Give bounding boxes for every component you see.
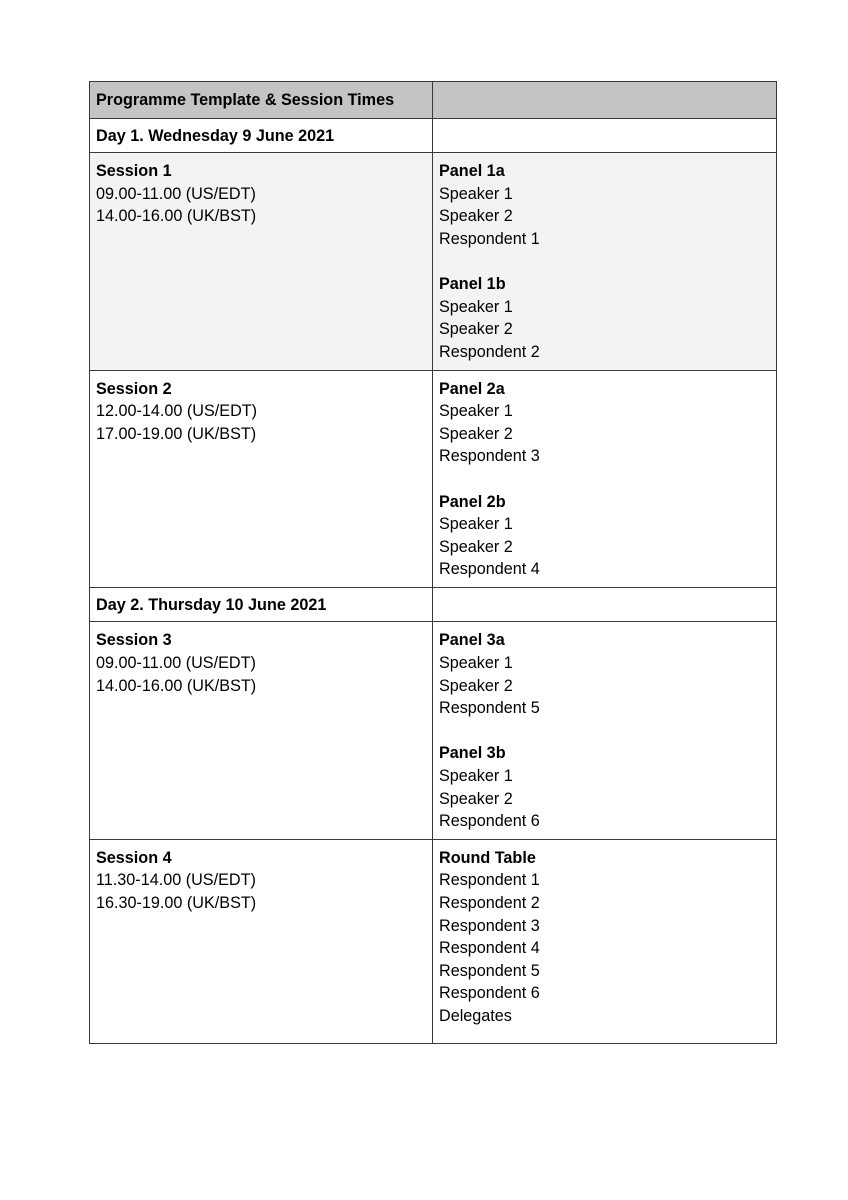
round-table-block <box>439 847 770 1028</box>
panel-member: Speaker 2 <box>439 207 513 226</box>
panel-member: Respondent 2 <box>439 342 540 361</box>
panel-title: Panel 3b <box>439 744 506 763</box>
session-row <box>90 153 777 370</box>
session-time-us: 09.00-11.00 (US/EDT) <box>96 184 256 203</box>
panel-member: Respondent 6 <box>439 812 540 831</box>
session-panels <box>433 622 777 839</box>
panel-member: Speaker 1 <box>439 184 513 203</box>
panel-member: Speaker 1 <box>439 297 513 316</box>
session-info <box>90 153 433 370</box>
session-time-us: 11.30-14.00 (US/EDT) <box>96 871 256 890</box>
panel-member: Speaker 2 <box>439 537 513 556</box>
panel-member: Respondent 4 <box>439 560 540 579</box>
panel-title: Panel 3a <box>439 631 505 650</box>
panel-member: Respondent 2 <box>439 894 540 912</box>
panel-block <box>439 491 770 581</box>
panel-block <box>439 378 770 468</box>
day-label: Day 1. Wednesday 9 June 2021 <box>90 118 433 153</box>
session-panels <box>433 153 777 370</box>
day-row <box>90 587 777 622</box>
day-empty-cell <box>433 118 777 153</box>
panel-member: Speaker 2 <box>439 676 513 695</box>
session-time-uk: 14.00-16.00 (UK/BST) <box>96 207 257 226</box>
session-title: Session 2 <box>96 379 172 398</box>
panel-title: Panel 1a <box>439 162 505 181</box>
session-title: Session 4 <box>96 848 172 867</box>
panel-member: Respondent 6 <box>439 984 540 1003</box>
panel-title: Panel 2a <box>439 379 505 398</box>
panel-member: Speaker 2 <box>439 320 513 339</box>
session-time-us: 12.00-14.00 (US/EDT) <box>96 402 258 421</box>
panel-title: Panel 2b <box>439 492 506 511</box>
day-row <box>90 118 777 153</box>
session-row <box>90 622 777 839</box>
panel-member: Speaker 1 <box>439 767 513 786</box>
session-title: Session 3 <box>96 631 172 650</box>
panel-member: Respondent 3 <box>439 916 540 935</box>
panel-member: Respondent 4 <box>439 939 540 958</box>
session-panels <box>433 839 777 1043</box>
session-info <box>90 370 433 587</box>
programme-table <box>89 81 777 1044</box>
panel-title: Panel 1b <box>439 275 506 294</box>
panel-block <box>439 273 770 363</box>
panel-member: Respondent 3 <box>439 447 540 466</box>
panel-member: Speaker 1 <box>439 515 513 534</box>
session-panels <box>433 370 777 587</box>
table-title: Programme Template & Session Times <box>90 82 433 119</box>
session-time-uk: 16.30-19.00 (UK/BST) <box>96 894 257 912</box>
panel-block <box>439 160 770 250</box>
session-time-uk: 14.00-16.00 (UK/BST) <box>96 676 257 695</box>
table-header-empty <box>433 82 777 119</box>
session-time-us: 09.00-11.00 (US/EDT) <box>96 654 256 673</box>
session-time-uk: 17.00-19.00 (UK/BST) <box>96 424 257 443</box>
day-empty-cell <box>433 587 777 622</box>
panel-member: Speaker 1 <box>439 402 513 421</box>
panel-member: Speaker 2 <box>439 424 513 443</box>
panel-member: Delegates <box>439 1006 512 1025</box>
session-title: Session 1 <box>96 162 172 181</box>
panel-member: Respondent 5 <box>439 699 540 718</box>
table-header-row <box>90 82 777 119</box>
panel-member: Respondent 1 <box>439 871 540 890</box>
panel-title: Round Table <box>439 848 536 867</box>
panel-block <box>439 742 770 832</box>
panel-member: Respondent 5 <box>439 961 540 980</box>
session-info <box>90 839 433 1043</box>
panel-block <box>439 629 770 719</box>
session-row <box>90 370 777 587</box>
session-info <box>90 622 433 839</box>
panel-member: Speaker 2 <box>439 789 513 808</box>
session-row <box>90 839 777 1043</box>
panel-member: Speaker 1 <box>439 654 513 673</box>
panel-member: Respondent 1 <box>439 229 540 248</box>
day-label: Day 2. Thursday 10 June 2021 <box>90 587 433 622</box>
